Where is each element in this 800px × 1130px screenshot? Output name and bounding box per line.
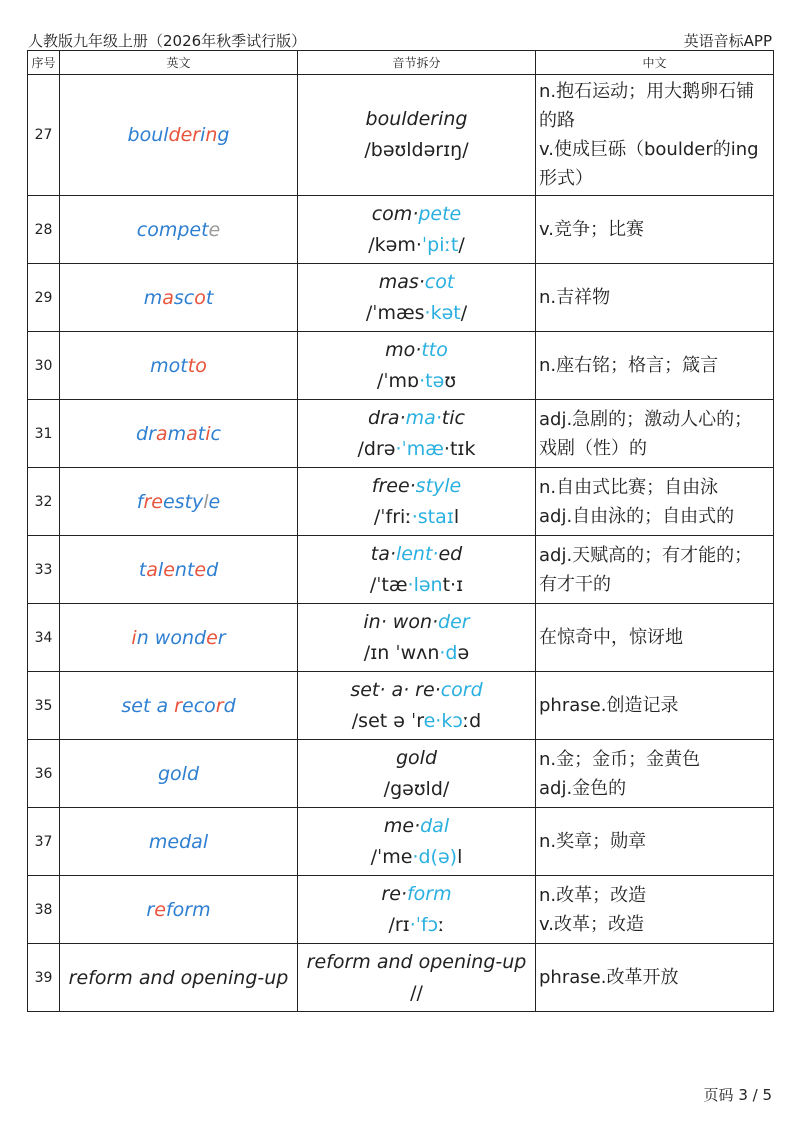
row-number: 35 [28,672,60,740]
syllables: com·pete [371,202,462,225]
meaning-line: n.金；金币；金黄色 [539,748,701,770]
meaning-line: phrase.改革开放 [539,967,679,988]
english-word: medal [60,808,298,876]
phonetic: /kəm·ˈpiːt/ [368,233,465,256]
phonetic: /bəʊldərɪŋ/ [364,139,469,161]
english-word: mascot [60,264,298,332]
syllables: bouldering [365,108,468,130]
row-number: 33 [28,536,60,604]
syllable-split [298,876,536,944]
meaning-line: adj.天赋高的；有才能的；有才干的 [539,544,753,595]
syllable-split [298,400,536,468]
chinese-meaning [536,332,774,400]
phonetic: /gəʊld/ [383,777,450,800]
row-number: 30 [28,332,60,400]
meaning-line: 在惊奇中，惊讶地 [539,627,683,648]
phonetic: /ˈme·d(ə)l [370,845,463,868]
row-number: 38 [28,876,60,944]
table-row [28,808,774,876]
english-word: freestyle [60,468,298,536]
syllables: mo·tto [385,338,448,361]
chinese-meaning [536,536,774,604]
meaning-line: n.自由式比赛；自由泳 [539,476,719,498]
chinese-meaning [536,808,774,876]
phonetic: /ˈfriː·staɪl [373,505,460,528]
table-row [28,944,774,1012]
table-row [28,672,774,740]
english-word: bouldering [60,75,298,196]
phonetic: /ɪn ˈwʌn·də [363,641,470,664]
syllable-split [298,740,536,808]
table-row [28,400,774,468]
column-header-number: 序号 [28,51,60,75]
syllables: dra·ma·tic [368,406,465,429]
phonetic: /set ə ˈre·kɔːd [351,709,482,732]
meaning-line: n.奖章；勋章 [539,831,647,852]
chinese-meaning [536,400,774,468]
chinese-meaning [536,672,774,740]
meaning-line: adj.自由泳的；自由式的 [539,505,735,527]
table-row [28,264,774,332]
page-number: 页码 3 / 5 [703,1086,772,1104]
syllable-split [298,332,536,400]
table-row [28,75,774,196]
english-word: motto [60,332,298,400]
chinese-meaning [536,75,774,196]
meaning-line: v.竞争；比赛 [539,219,644,240]
chinese-meaning [536,944,774,1012]
syllable-split [298,672,536,740]
row-number: 39 [28,944,60,1012]
table-row [28,332,774,400]
row-number: 37 [28,808,60,876]
table-row [28,468,774,536]
table-row [28,740,774,808]
table-header-row [28,51,774,75]
syllables: re·form [381,882,452,905]
table-row [28,876,774,944]
meaning-line: adj.急剧的；激动人心的；戏剧（性）的 [539,408,753,459]
row-number: 36 [28,740,60,808]
meaning-line: adj.金色的 [539,777,627,799]
chinese-meaning [536,468,774,536]
phonetic: /ˈmɒ·təʊ [376,369,457,392]
chinese-meaning [536,740,774,808]
column-header-english: 英文 [60,51,298,75]
syllables: reform and opening-up [306,950,527,973]
column-header-syllables: 音节拆分 [298,51,536,75]
syllables: mas·cot [378,270,455,293]
phonetic: /rɪ·ˈfɔː [388,913,445,936]
chinese-meaning [536,196,774,264]
column-header-chinese: 中文 [536,51,774,75]
syllables: set· a· re·cord [350,678,483,701]
meaning-line: n.改革；改造 [539,884,647,906]
table-row [28,604,774,672]
syllable-split [298,944,536,1012]
english-word: dramatic [60,400,298,468]
row-number: 31 [28,400,60,468]
phonetic: /ˈmæs·kət/ [365,301,468,324]
meaning-line: phrase.创造记录 [539,695,679,716]
app-name: 英语音标APP [683,32,772,50]
phonetic: /drə·ˈmæ·tɪk [357,437,476,460]
vocabulary-table [27,50,774,1012]
syllables: me·dal [383,814,450,837]
chinese-meaning [536,264,774,332]
meaning-line: v.使成巨砾（boulder的ing形式） [539,139,759,189]
row-number: 32 [28,468,60,536]
english-word: in wonder [60,604,298,672]
syllable-split [298,808,536,876]
meaning-line: n.吉祥物 [539,287,611,308]
table-row [28,196,774,264]
english-word: compete [60,196,298,264]
meaning-line: v.改革；改造 [539,913,644,935]
row-number: 34 [28,604,60,672]
phonetic: /ˈtæ·lənt·ɪ [369,573,464,596]
english-word: set a record [60,672,298,740]
row-number: 29 [28,264,60,332]
syllable-split [298,75,536,196]
chinese-meaning [536,604,774,672]
syllable-split [298,536,536,604]
english-word: gold [60,740,298,808]
english-word: talented [60,536,298,604]
syllables: free·style [371,474,462,497]
row-number: 28 [28,196,60,264]
english-word: reform [60,876,298,944]
row-number: 27 [28,75,60,196]
syllable-split [298,264,536,332]
table-row [28,536,774,604]
syllable-split [298,196,536,264]
syllables: gold [395,746,438,769]
meaning-line: n.座右铭；格言；箴言 [539,355,719,376]
chinese-meaning [536,876,774,944]
english-word: reform and opening-up [60,944,298,1012]
meaning-line: n.抱石运动；用大鹅卵石铺的路 [539,81,755,131]
document-title: 人教版九年级上册（2026年秋季试行版） [28,32,307,50]
syllables: ta·lent·ed [370,542,463,565]
phonetic: // [410,981,423,1004]
syllables: in· won·der [363,610,470,633]
syllable-split [298,468,536,536]
syllable-split [298,604,536,672]
